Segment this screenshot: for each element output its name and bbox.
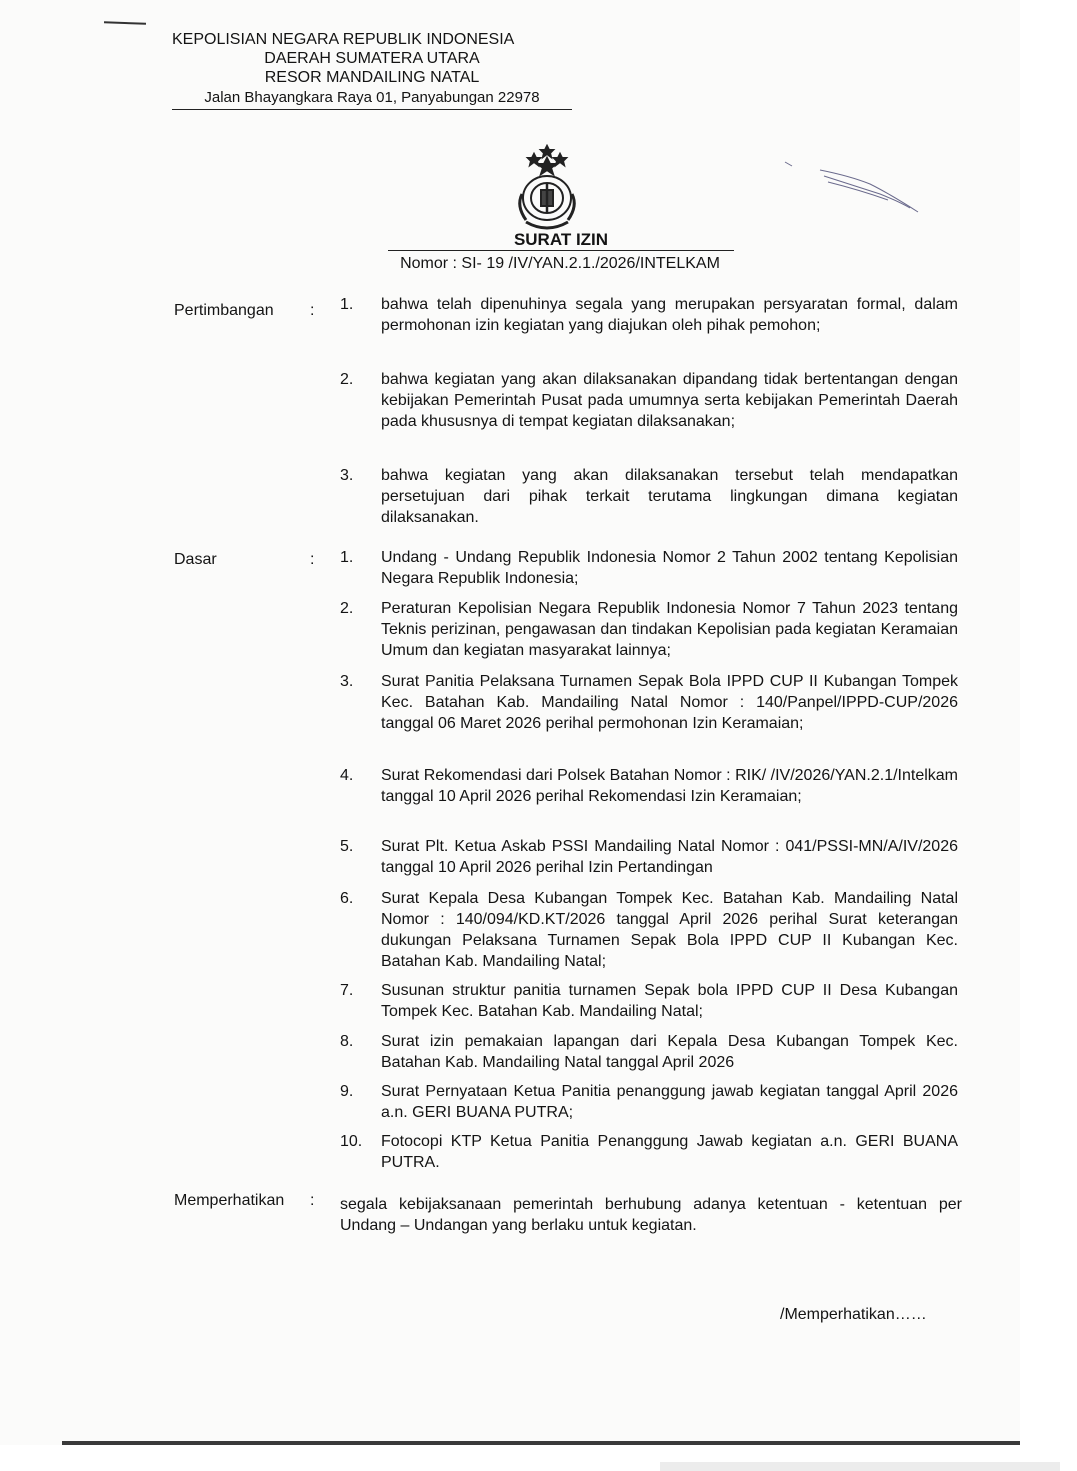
letterhead [172, 30, 572, 110]
item-text: bahwa kegiatan yang akan dilaksanakan tersebut telah mendapatkan persetujuan dari pihak terkait terutama lingkungan dimana kegiatan dilaksanakan. [381, 467, 958, 526]
dasar-item [340, 888, 958, 972]
item-number: 8. [340, 1033, 354, 1050]
pen-scribble [780, 150, 930, 220]
dasar-item [340, 547, 958, 589]
item-number: 1. [340, 296, 354, 313]
document-title: SURAT IZIN [388, 230, 734, 251]
pertimbangan-item [340, 465, 958, 528]
page-edge-shadow [62, 1441, 1020, 1445]
section-colon: : [310, 551, 315, 568]
dasar-item [340, 980, 958, 1022]
item-text: Surat izin pemakaian lapangan dari Kepala Desa Kubangan Tompek Kec. Batahan Kab. Mandailing Natal tanggal April 2026 [381, 1033, 958, 1071]
item-number: 7. [340, 982, 354, 999]
continuation-note: /Memperhatikan…… [780, 1306, 927, 1323]
dasar-item [340, 1131, 958, 1173]
item-text: Surat Plt. Ketua Askab PSSI Mandailing Natal Nomor : 041/PSSI-MN/A/IV/2026 tanggal 10 April 2026 perihal Izin Pertandingan [381, 838, 958, 876]
item-number: 10. [340, 1133, 363, 1150]
section-label-memperhatikan: Memperhatikan [174, 1192, 285, 1209]
item-number: 5. [340, 838, 354, 855]
item-number: 1. [340, 549, 354, 566]
item-text: Surat Kepala Desa Kubangan Tompek Kec. Batahan Kab. Mandailing Natal Nomor : 140/094/KD.KT/2026 tanggal April 2026 perihal Surat keterangan dukungan Pelaksana Turnamen Sepak Bola IPPD CUP II Kubangan Kec. Batahan Kab. Mandailing Natal; [381, 890, 958, 970]
item-number: 3. [340, 467, 354, 484]
item-number: 3. [340, 673, 354, 690]
letterhead-line-1: KEPOLISIAN NEGARA REPUBLIK INDONESIA [172, 31, 515, 48]
item-text: Surat Pernyataan Ketua Panitia penanggung jawab kegiatan tanggal April 2026 a.n. GERI BUANA PUTRA; [381, 1083, 958, 1121]
letterhead-line-3: RESOR MANDAILING NATAL [264, 69, 480, 86]
item-number: 4. [340, 767, 354, 784]
document-number: Nomor : SI- 19 /IV/YAN.2.1./2026/INTELKAM [400, 255, 720, 272]
item-text: Surat Rekomendasi dari Polsek Batahan Nomor : RIK/ /IV/2026/YAN.2.1/Intelkam tanggal 10 April 2026 perihal Rekomendasi Izin Keramaian; [381, 767, 958, 805]
section-label-dasar: Dasar [174, 551, 217, 568]
dasar-item [340, 765, 958, 807]
bottom-strip [660, 1462, 1060, 1471]
section-label-pertimbangan: Pertimbangan [174, 302, 274, 319]
item-number: 6. [340, 890, 354, 907]
item-number: 2. [340, 600, 354, 617]
item-text: Surat Panitia Pelaksana Turnamen Sepak Bola IPPD CUP II Kubangan Tompek Kec. Batahan Kab. Mandailing Natal Nomor : 140/Panpel/IPPD-CUP/2026 tanggal 06 Maret 2026 perihal permohonan Izin Keramaian; [381, 673, 958, 732]
section-colon: : [310, 302, 315, 319]
item-text: bahwa telah dipenuhinya segala yang merupakan persyaratan formal, dalam permohonan izin kegiatan yang diajukan oleh pihak pemohon; [381, 296, 958, 334]
letterhead-address: Jalan Bhayangkara Raya 01, Panyabungan 22978 [172, 88, 572, 110]
item-text: Peraturan Kepolisian Negara Republik Indonesia Nomor 7 Tahun 2023 tentang Teknis perizinan, pengawasan dan tindakan Kepolisian pada kegiatan Keramaian Umum dan kegiatan masyarakat lainnya; [381, 600, 958, 659]
dasar-item [340, 671, 958, 734]
pertimbangan-item [340, 294, 958, 336]
item-text: Susunan struktur panitia turnamen Sepak bola IPPD CUP II Desa Kubangan Tompek Kec. Batahan Kab. Mandailing Natal; [381, 982, 958, 1020]
police-emblem-icon [508, 144, 586, 232]
dasar-item [340, 1081, 958, 1123]
item-text: Undang - Undang Republik Indonesia Nomor 2 Tahun 2002 tentang Kepolisian Negara Republik Indonesia; [381, 549, 958, 587]
dasar-item [340, 1031, 958, 1073]
memperhatikan-text: segala kebijaksanaan pemerintah berhubung adanya ketentuan - ketentuan per Undang – Undangan yang berlaku untuk kegiatan. [340, 1196, 962, 1234]
dasar-item [340, 836, 958, 878]
item-text: Fotocopi KTP Ketua Panitia Penanggung Jawab kegiatan a.n. GERI BUANA PUTRA. [381, 1133, 958, 1171]
dasar-item [340, 598, 958, 661]
section-colon: : [310, 1192, 315, 1209]
pertimbangan-item [340, 369, 958, 432]
item-number: 9. [340, 1083, 354, 1100]
item-text: bahwa kegiatan yang akan dilaksanakan dipandang tidak bertentangan dengan kebijakan Pemerintah Pusat pada umumnya serta kebijakan Pemerintah Daerah pada khususnya di tempat kegiatan dilaksanakan; [381, 371, 958, 430]
item-number: 2. [340, 371, 354, 388]
letterhead-line-2: DAERAH SUMATERA UTARA [264, 50, 480, 67]
